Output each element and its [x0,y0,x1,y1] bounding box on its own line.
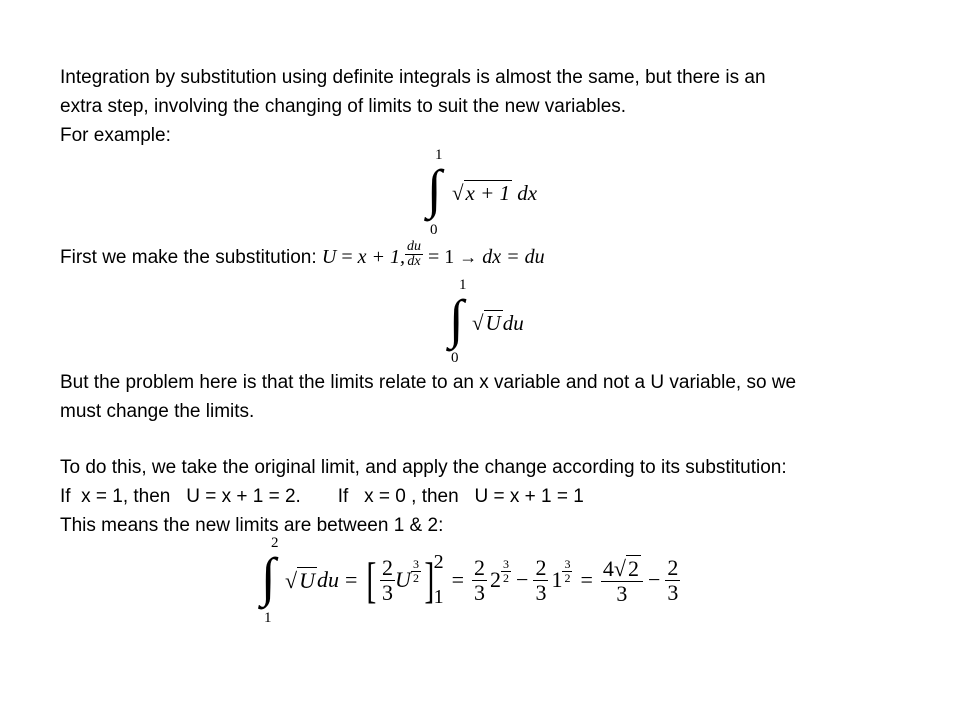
upper-limit: 1 [459,277,467,293]
square-root: √x + 1 [452,181,511,205]
integral-sign: ∫ [261,547,276,607]
substitution-line: First we make the substitution: U = x + 1, $\frac{du}{dx}$ = 1 → dx = du [60,238,545,270]
exponent-three-halves: $\frac{3}{2}$ [412,556,419,585]
arrow-symbol: → [459,247,478,267]
problem-line-2: must change the limits. [60,401,255,422]
du-dx-fraction: $\frac{du}{dx}$ [407,238,421,270]
integral-equation-3: 2 ∫ 1 √U du = [ $\frac{2}{3}$ U $\frac{3}{2}$ ] 2 1 = $\frac{2}{3}$ 2 $\frac{3}{2}$ − $\frac{2}{3}$ 1 $\frac{3}{2}$ = $\frac{4√2}{3}$ − $\frac{2}{3}$ [261,535,679,626]
differential: dx [517,181,538,205]
left-bracket: [ [366,552,377,608]
integral-equation-2 [440,277,600,372]
evaluation-limits: 2 1 [433,551,444,608]
lower-limit: 0 [451,350,459,366]
lower-limit: 0 [430,222,438,238]
radicand: x + 1 [465,181,511,205]
upper-limit: 1 [435,147,443,163]
integral-equation-1 [425,145,625,240]
means-line: This means the new limits are between 1 & 2: [60,515,444,536]
differential: du [502,311,524,335]
upper-limit: 2 [271,535,279,551]
problem-line-1: But the problem here is that the limits relate to an x variable and not a U variable, so we [60,372,797,393]
intro-line-1: Integration by substitution using definite integrals is almost the same, but there is an [60,67,766,88]
lower-limit: 1 [264,610,272,626]
fraction-two-thirds: $\frac{2}{3}$ [382,555,394,605]
if-line: If x = 1, then U = x + 1 = 2. If x = 0 , then U = x + 1 = 1 [60,486,584,507]
fraction-four-root-two-thirds: $\frac{4√2}{3}$ [601,555,643,605]
intro-line-2: extra step, involving the changing of limits to suit the new variables. [60,96,627,117]
square-root: √U [472,311,501,335]
radicand: U [485,311,501,335]
integral-sign: ∫ [427,159,442,219]
right-bracket: ] [424,552,435,608]
todo-line: To do this, we take the original limit, and apply the change according to its substitution: [60,457,787,478]
integral-sign: ∫ [449,289,464,349]
for-example-text: For example: [60,125,171,146]
square-root: √U [285,567,315,593]
substitution-text: First we make the substitution: [60,247,322,268]
